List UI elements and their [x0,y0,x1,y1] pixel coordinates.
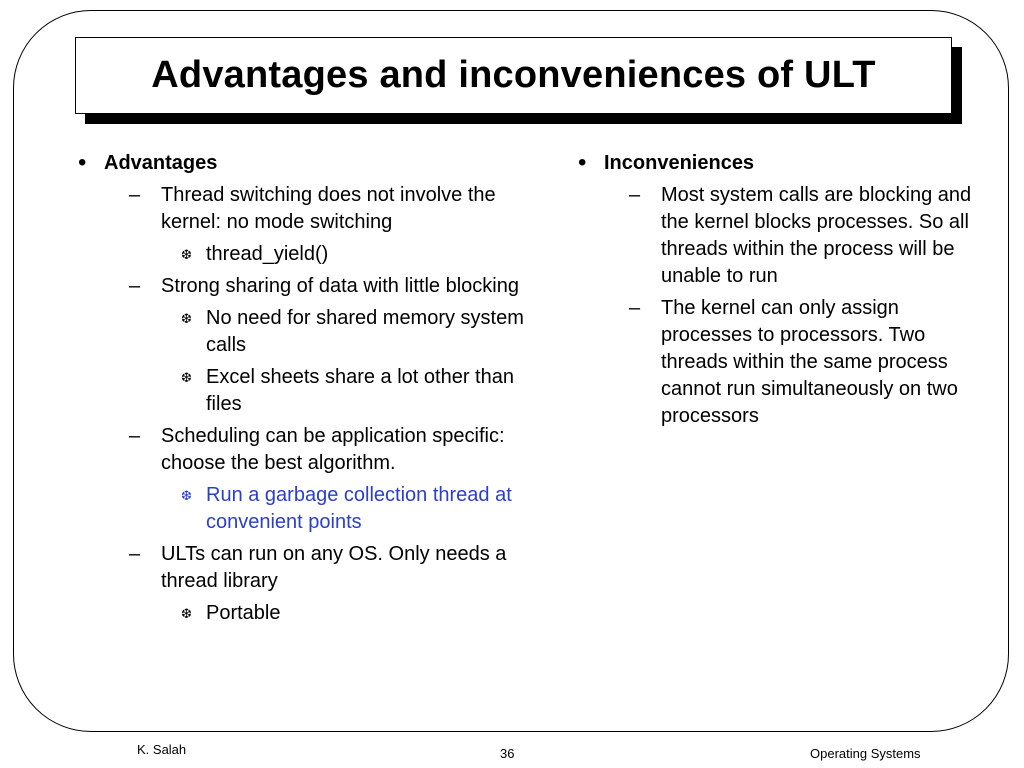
footer-author: K. Salah [137,742,187,757]
sub-list-item-text: Run a garbage collection thread at convenient points [206,484,512,533]
list-item [75,423,545,477]
list-item [575,182,995,290]
advantages-column [75,150,545,627]
snowflake-bullet-icon: ❆ [181,247,192,262]
sub-list-item [75,305,545,359]
list-item [75,273,545,300]
bullet-icon: • [578,149,587,176]
dash-icon: – [629,184,641,206]
snowflake-bullet-icon: ❆ [181,311,192,326]
page-number: 36 [500,746,515,761]
inconveniences-heading [575,150,995,177]
list-item-text: Scheduling can be application specific: choose the best algorithm. [161,425,505,474]
sub-list-item [75,600,545,627]
sub-list-item-text: Portable [206,602,281,624]
inconveniences-heading-label: Inconveniences [604,152,755,174]
sub-list-item-text: thread_yield() [206,243,329,265]
sub-list-item [75,364,545,418]
list-item [575,295,995,430]
bullet-icon: • [78,149,87,176]
sub-list-item-text: Excel sheets share a lot other than files [206,366,514,415]
advantages-heading-label: Advantages [104,152,218,174]
list-item-text: Most system calls are blocking and the kernel blocks processes. So all threads within the process will be unable to run [661,184,972,287]
dash-icon: – [129,543,141,565]
snowflake-bullet-icon: ❆ [181,606,192,621]
inconveniences-column [575,150,995,430]
snowflake-bullet-icon: ❆ [181,370,192,385]
highlighted-sub-list-item [75,482,545,536]
dash-icon: – [629,297,641,319]
list-item-text: Thread switching does not involve the kernel: no mode switching [161,184,496,233]
advantages-heading [75,150,545,177]
sub-list-item [75,241,545,268]
dash-icon: – [129,184,141,206]
sub-list-item-text: No need for shared memory system calls [206,307,524,356]
list-item [75,541,545,595]
list-item-text: Strong sharing of data with little blocking [161,275,519,297]
dash-icon: – [129,425,141,447]
slide-title: Advantages and inconveniences of ULT [151,54,876,96]
list-item [75,182,545,236]
footer-course: Operating Systems [810,746,921,761]
snowflake-bullet-icon: ❆ [181,488,192,503]
dash-icon: – [129,275,141,297]
list-item-text: The kernel can only assign processes to processors. Two threads within the same process cannot run simultaneously on two processors [661,297,958,427]
list-item-text: ULTs can run on any OS. Only needs a thread library [161,543,507,592]
title-box [75,37,952,114]
